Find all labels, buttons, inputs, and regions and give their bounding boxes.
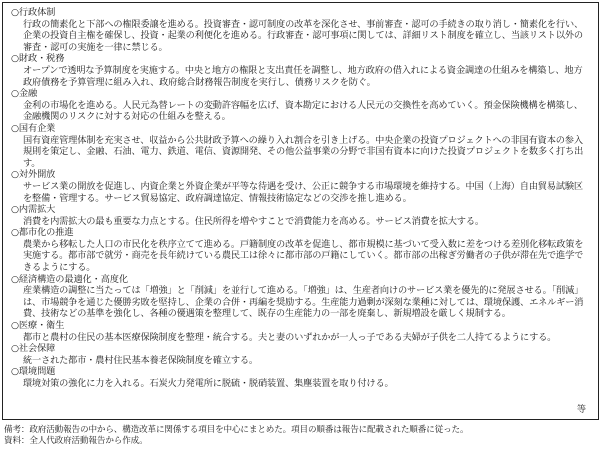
section-naiju [11, 204, 590, 227]
section-title: ○社会保障 [11, 343, 56, 355]
section-title: ○国有企業 [11, 122, 56, 134]
section-title: ○環境問題 [11, 366, 56, 378]
section-title: ○行政体制 [11, 7, 56, 18]
section-title: ○財政・税務 [11, 53, 65, 65]
section-shakai [11, 343, 590, 366]
etc-label: 等 [576, 404, 586, 415]
section-body: 消費を内需拡大の最も重要な力点とする。住民所得を増やすことで消費能力を高める。サービス消費を拡大する。 [23, 215, 484, 227]
section-body: 都市と農村の住民の基本医療保険制度を整理・統合する。夫と妻のいずれかが一人っ子である夫婦が子供を二人持てるようにする。 [23, 331, 557, 343]
section-kankyo [11, 366, 590, 389]
section-title: ○経済構造の最適化・高度化 [11, 273, 128, 285]
section-toshika [11, 227, 590, 273]
section-title: ○医療・衛生 [11, 320, 65, 332]
section-kozo [11, 274, 590, 320]
section-body: サービス業の開放を促進し、内資企業と外資企業が平等な待遇を受け、公正に競争する市場環境を維持する。中国（上海）自由貿易試験区を整備・管理する。サービス貿易協定、政府調達協定、情報技術協定などの交渉を推し進める。 [23, 180, 583, 204]
section-body: 産業構造の調整に当たっては「増強」と「削減」を並行して進める。「増強」は、生産者向けのサービス業を優先的に発展させる。「削減」は、市場競争を通じた優勝劣敗を堅持し、企業の合併・再編を奨励する。生産能力過剰が深刻な業種に対しては、環境保護、エネルギー消費、技術などの基準を強化し、各種の優遇策を整理して、既存の生産能力の一部を廃棄し、新規増設を厳しく規制する。 [23, 285, 584, 320]
section-body: 農業から移転した人口の市民化を秩序立てて進める。戸籍制度の改革を促進し、都市規模に基づいて受入数に差をつける差別化移転政策を実施する。都市部で就労・商売を長年続けている農民工は徐々に都市部の戸籍にしていく。都市部の出稼ぎ労働者の子供が滞在先で進学できるようにする。 [23, 238, 584, 274]
section-title: ○内需拡大 [11, 204, 56, 216]
section-body: 統一された都市・農村住民基本養老保険制度を確立する。 [23, 354, 258, 366]
footnotes [4, 425, 468, 447]
section-kokuyu [11, 123, 590, 169]
section-title: ○金融 [11, 88, 38, 100]
section-body: 環境対策の強化に力を入れる。石炭火力発電所に脱硫・脱硝装置、集塵装置を取り付ける。 [23, 378, 394, 389]
section-iryo [11, 320, 590, 343]
section-taigai [11, 169, 590, 204]
section-body: オープンで透明な予算制度を実施する。中央と地方の権限と支出責任を調整し、地方政府の借入れによる資金調達の仕組みを構築し、地方政府債務を予算管理に組み入れ、政府総合財務報告制度を実行し、債務リスクを防ぐ。 [23, 64, 583, 88]
policy-table [2, 2, 599, 420]
remark-note: 備考：政府活動報告の中から、構造改革に関係する項目を中心にまとめた。項目の順番は報告に配載された順番に従った。 [4, 425, 469, 435]
section-kinyu [11, 88, 590, 123]
section-body: 行政の簡素化と下部への権限委譲を進める。投資審査・認可制度の改革を深化させ、事前審査・認可の手続きの取り消し・簡素化を行い、企業の投資自主権を確保し、投資・起業の利便化を進める。行政審査・認可事項に関しては、詳細リスト制度を確立し、当該リスト以外の審査・認可の実施を一律に禁じる。 [23, 18, 584, 53]
section-body: 金利の市場化を進める。人民元為替レートの変動許容幅を広げ、資本勘定における人民元の交換性を高めていく。預金保険機構を構築し、金融機関のリスクに対する対応の仕組みを整える。 [23, 99, 583, 123]
source-note: 資料：全人代政府活動報告から作成。 [4, 436, 148, 446]
section-body: 国有資産管理体制を充実させ、収益から公共財政予算への繰り入れ割合を引き上げる。中央企業の投資プロジェクトへの非国有資本の参入規則を策定し、金融、石油、電力、鉄道、電信、資源開発、その他公益事業の分野で非国有資本に向けた投資プロジェクトを数多く打ち出す。 [23, 134, 584, 169]
section-title: ○都市化の推進 [11, 227, 74, 239]
section-title: ○対外開放 [11, 169, 56, 181]
section-zaisei [11, 53, 590, 88]
section-gyosei [11, 7, 590, 53]
